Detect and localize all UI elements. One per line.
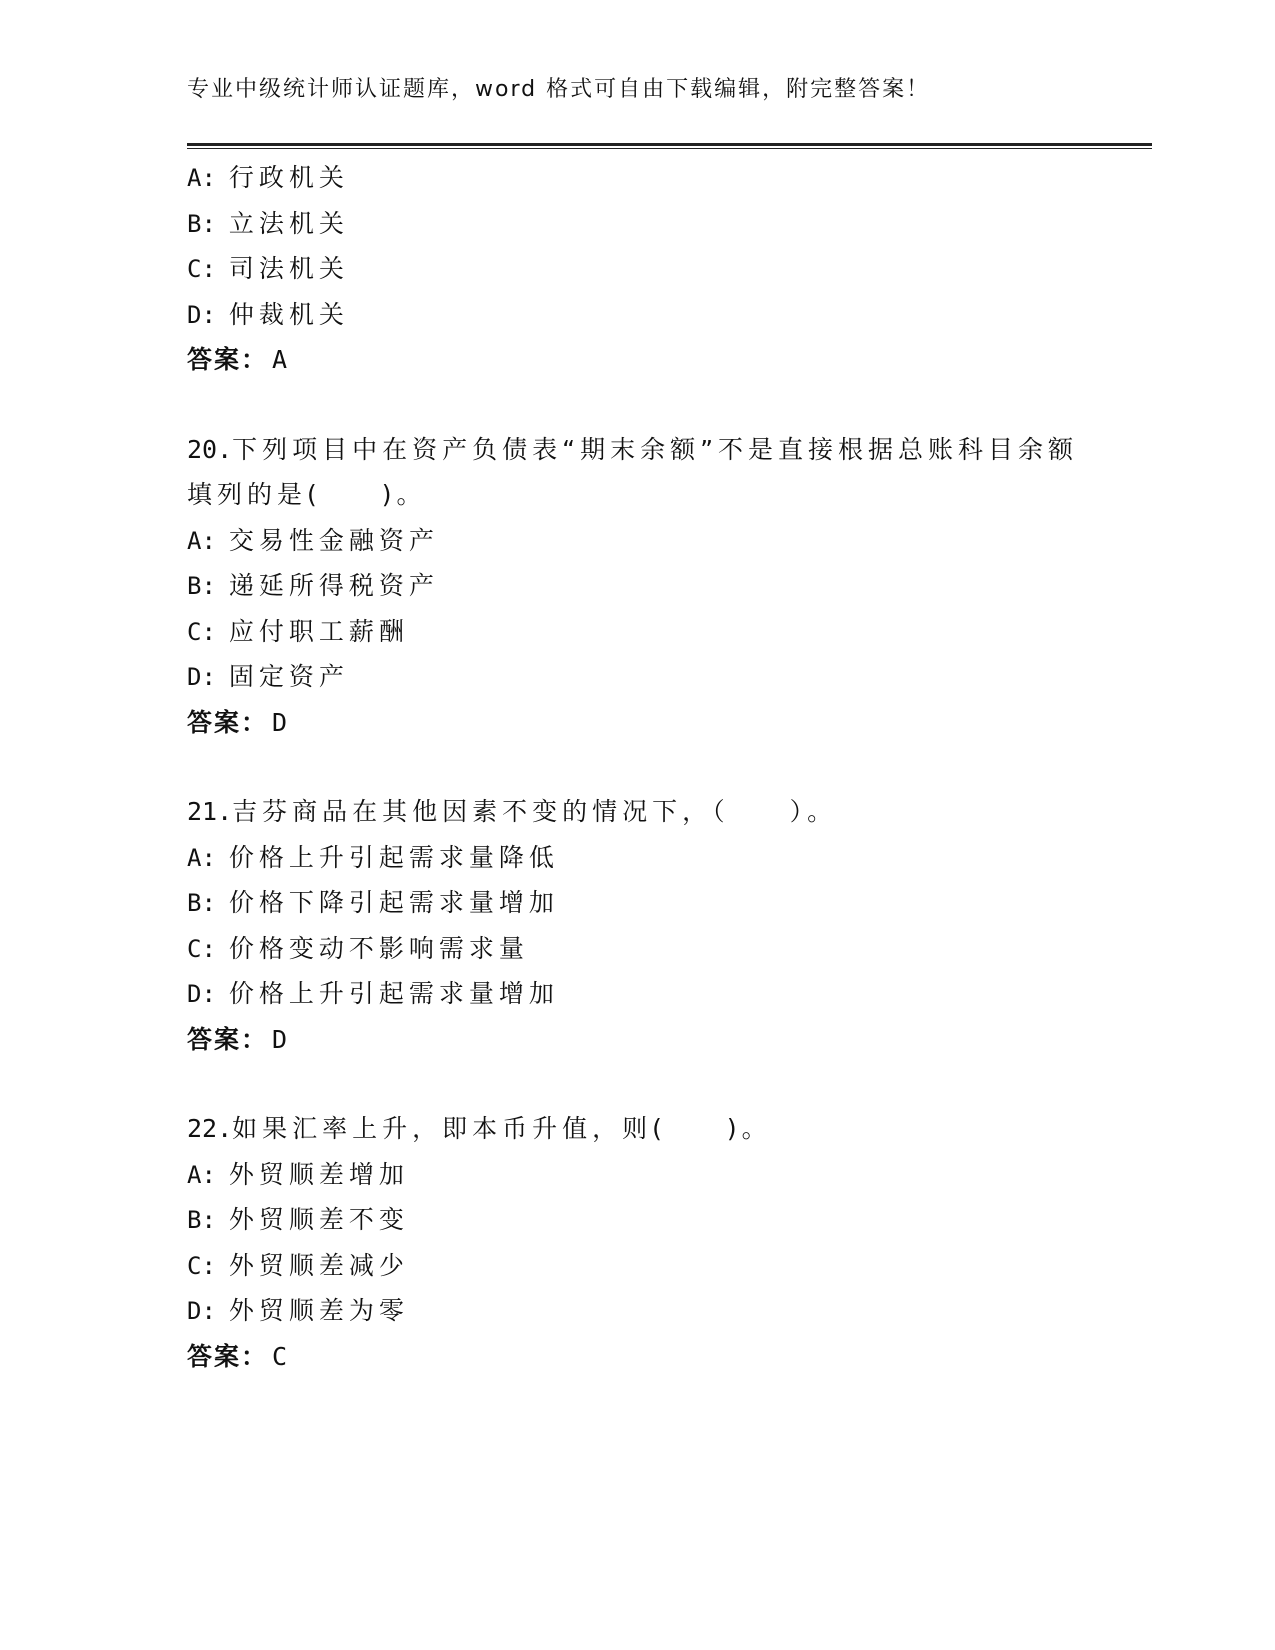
- option-text: 外贸顺差增加: [228, 1159, 409, 1189]
- question-stem: [187, 789, 1087, 835]
- option-text: 仲裁机关: [228, 299, 349, 329]
- question-stem-continued: 填列的是( )。: [187, 480, 427, 509]
- option-text: 司法机关: [228, 254, 349, 283]
- option-text: 固定资产: [228, 662, 349, 691]
- question-text: 吉芬商品在其他因素不变的情况下，（ ）。: [232, 797, 838, 826]
- answer-label: 答案：: [187, 345, 269, 374]
- option-b: [187, 1197, 1087, 1243]
- spacer: [187, 1062, 1087, 1106]
- answer-value: D: [272, 1024, 288, 1054]
- option-letter: D:: [187, 980, 216, 1008]
- option-b: [187, 563, 1087, 609]
- answer-line: [187, 700, 1087, 746]
- option-letter: C:: [187, 617, 216, 646]
- question-21: [187, 789, 1087, 1062]
- option-c: [187, 609, 1087, 655]
- option-letter: C:: [187, 1251, 216, 1280]
- header-rule-thick: [187, 143, 1152, 146]
- option-text: 外贸顺差为零: [228, 1296, 409, 1325]
- option-letter: A:: [187, 1160, 216, 1189]
- option-c: [187, 926, 1087, 972]
- option-letter: D:: [187, 1297, 216, 1325]
- option-d: [187, 292, 1087, 338]
- option-text: 价格下降引起需求量增加: [228, 888, 559, 917]
- page-header: 专业中级统计师认证题库，word 格式可自由下载编辑，附完整答案！: [187, 77, 931, 102]
- question-list: [187, 155, 1087, 1379]
- option-a: [187, 1152, 1087, 1198]
- answer-value: D: [272, 707, 288, 737]
- option-letter: C:: [187, 255, 216, 283]
- option-a: [187, 518, 1087, 564]
- question-text: 下列项目中在资产负债表“期末余额”不是直接根据总账科目余额: [232, 434, 1079, 464]
- option-b: [187, 201, 1087, 247]
- option-letter: B:: [187, 1206, 216, 1234]
- option-letter: B:: [187, 209, 216, 238]
- question-19: [187, 155, 1087, 383]
- option-letter: B:: [187, 889, 216, 917]
- option-text: 应付职工薪酬: [228, 616, 409, 646]
- spacer: [187, 745, 1087, 789]
- option-text: 交易性金融资产: [228, 525, 439, 555]
- answer-value: C: [272, 1341, 288, 1371]
- answer-label: 答案：: [187, 707, 269, 737]
- option-text: 行政机关: [228, 163, 349, 192]
- option-c: [187, 1243, 1087, 1289]
- question-22: [187, 1106, 1087, 1379]
- question-text: 如果汇率上升，即本币升值，则( )。: [232, 1114, 772, 1143]
- question-number: 22.: [187, 1114, 233, 1143]
- option-text: 价格变动不影响需求量: [228, 933, 529, 963]
- answer-label: 答案：: [187, 1341, 269, 1371]
- option-text: 外贸顺差不变: [228, 1205, 409, 1234]
- option-letter: A:: [187, 526, 216, 555]
- question-number: 21.: [187, 797, 233, 826]
- option-letter: D:: [187, 300, 216, 329]
- answer-value: A: [272, 345, 288, 374]
- option-letter: A:: [187, 843, 216, 872]
- option-text: 递延所得税资产: [228, 571, 439, 600]
- option-letter: D:: [187, 663, 216, 691]
- option-a: [187, 835, 1087, 881]
- question-stem: [187, 1106, 1087, 1152]
- option-text: 立法机关: [228, 208, 349, 238]
- question-stem: [187, 427, 1087, 473]
- option-text: 价格上升引起需求量降低: [228, 842, 559, 872]
- spacer: [187, 383, 1087, 427]
- option-b: [187, 880, 1087, 926]
- answer-line: [187, 1017, 1087, 1063]
- option-d: [187, 1288, 1087, 1334]
- answer-label: 答案：: [187, 1024, 269, 1054]
- option-a: [187, 155, 1087, 201]
- option-text: 价格上升引起需求量增加: [228, 979, 559, 1008]
- option-letter: C:: [187, 934, 216, 963]
- question-number: 20.: [187, 434, 233, 464]
- option-d: [187, 654, 1087, 700]
- option-c: [187, 246, 1087, 292]
- option-text: 外贸顺差减少: [228, 1250, 409, 1280]
- answer-line: [187, 1334, 1087, 1380]
- option-d: [187, 971, 1087, 1017]
- question-20: [187, 427, 1087, 746]
- option-letter: B:: [187, 572, 216, 600]
- option-letter: A:: [187, 164, 216, 192]
- header-rule-thin: [187, 148, 1152, 149]
- answer-line: [187, 337, 1087, 383]
